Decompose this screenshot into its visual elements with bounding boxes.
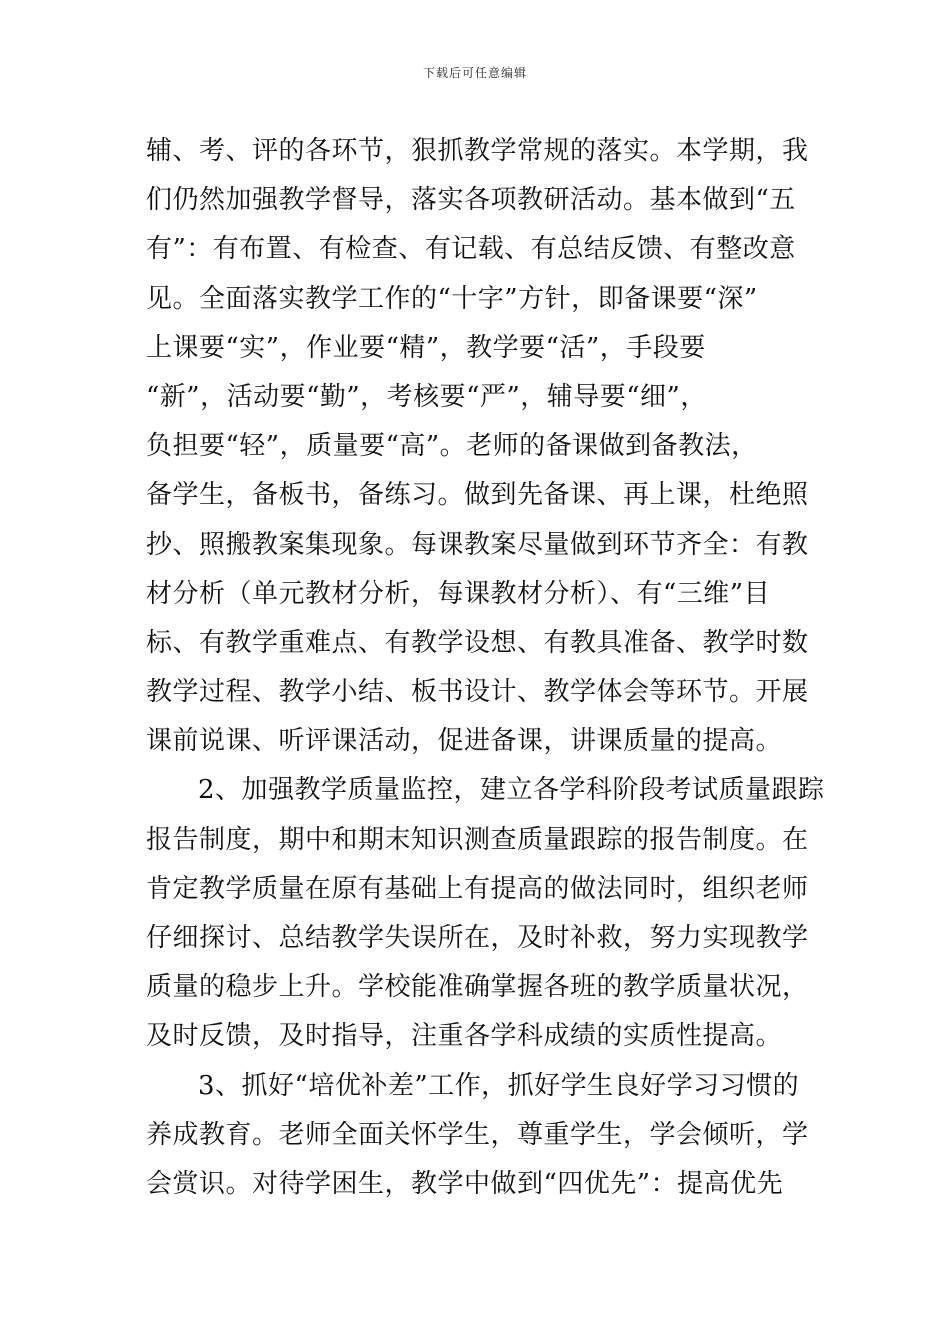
text-line: 养成教育。老师全面关怀学生，尊重学生，学会倾听，学 [146,1119,809,1150]
text-line: 抄、照搬教案集现象。每课教案尽量做到环节齐全：有教 [146,529,809,560]
text-line: 课前说课、听评课活动，促进备课，讲课质量的提高。 [146,726,783,757]
text-line: 负担要“轻”，质量要“高”。老师的备课做到备教法， [146,431,758,462]
body-text [146,127,825,1209]
page-header: 下载后可任意编辑 [422,66,527,80]
text-line: 标、有教学重难点、有教学设想、有教具准备、教学时数 [146,627,809,658]
text-line: 及时反馈，及时指导，注重各学科成绩的实质性提高。 [146,1021,783,1052]
text-line: 会赏识。对待学困生，教学中做到“四优先”：提高优先 [146,1168,784,1199]
text-line: 辅、考、评的各环节，狠抓教学常规的落实。本学期，我 [146,136,809,166]
text-line: “新”，活动要“勤”，考核要“严”，辅导要“细”， [146,381,707,412]
text-line: 教学过程、教学小结、板书设计、教学体会等环节。开展 [146,677,809,708]
text-line: 质量的稳步上升。学校能准确掌握各班的教学质量状况， [146,972,809,1003]
text-line: 报告制度，期中和期末知识测查质量跟踪的报告制度。在 [146,824,809,855]
text-line: 见。全面落实教学工作的“十字”方针，即备课要“深” [146,283,758,314]
text-line: 备学生，备板书，备练习。做到先备课、再上课，杜绝照 [146,480,809,511]
paragraph-start-line: 2、加强教学质量监控，建立各学科阶段考试质量跟踪 [198,775,825,806]
text-line: 上课要“实”，作业要“精”，教学要“活”，手段要 [146,332,706,363]
text-line: 们仍然加强教学督导，落实各项教研活动。基本做到“五 [146,185,796,216]
paragraph-start-line: 3、抓好“培优补差”工作，抓好学生良好学习习惯的 [198,1070,800,1101]
text-line: 有”：有布置、有检查、有记载、有总结反馈、有整改意 [146,234,796,265]
text-line: 仔细探讨、总结教学失误所在，及时补救，努力实现教学 [146,923,809,953]
text-line: 材分析（单元教材分析，每课教材分析）、有“三维”目 [146,578,771,609]
text-line: 肯定教学质量在原有基础上有提高的做法同时，组织老师 [146,873,809,904]
